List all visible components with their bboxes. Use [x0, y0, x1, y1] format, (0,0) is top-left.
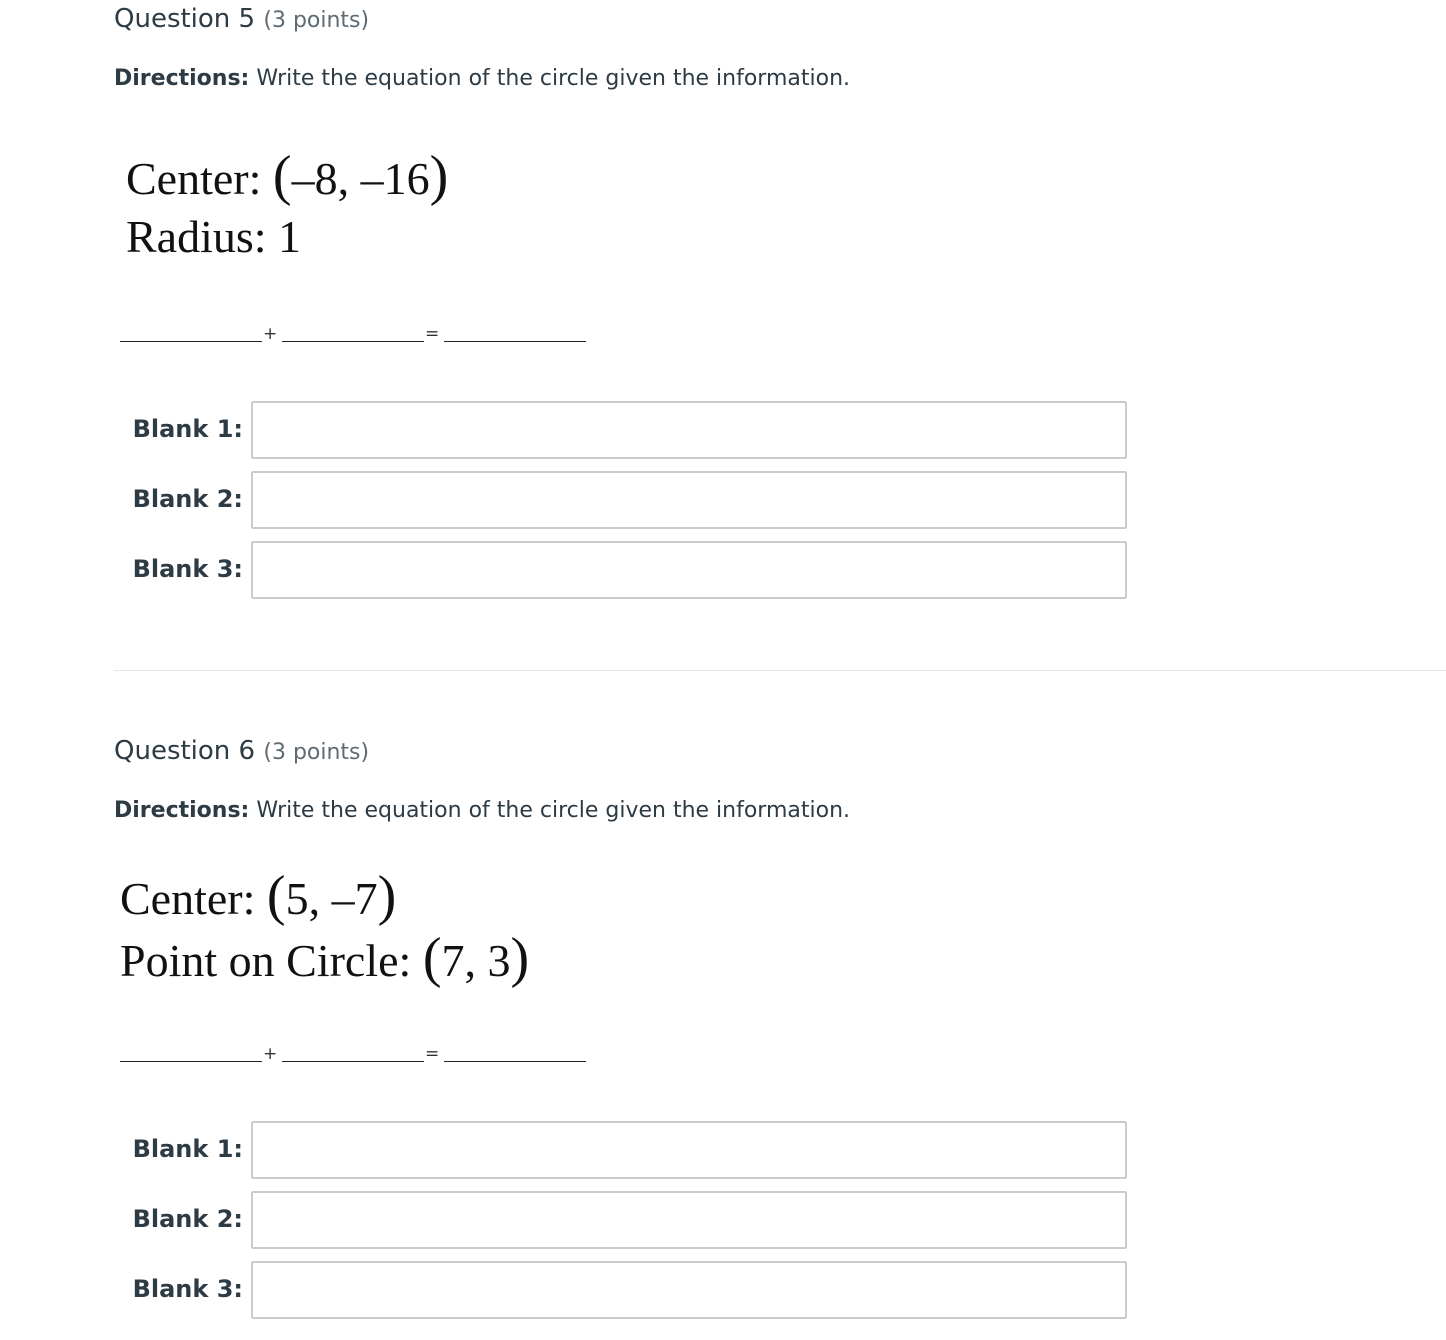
question-5-blank-2-row — [0, 471, 1446, 531]
equals-sign: = — [425, 1044, 440, 1064]
equation-blank-line-1 — [120, 1061, 262, 1062]
close-paren: ) — [429, 145, 449, 207]
question-6-blank-3-row — [0, 1261, 1446, 1321]
center-label: Center: — [126, 153, 273, 204]
directions-label: Directions: — [114, 798, 250, 823]
center-label: Center: — [120, 873, 267, 924]
question-6-point-on-circle — [120, 927, 530, 989]
question-5-blank-1-row — [0, 401, 1446, 461]
question-title-text: Question 5 — [114, 4, 256, 34]
blank-label: Blank 2: — [132, 485, 243, 513]
question-title-text: Question 6 — [114, 736, 256, 766]
open-paren: ( — [266, 865, 286, 927]
question-5-radius — [126, 211, 302, 262]
close-paren: ) — [510, 927, 530, 989]
point-value: 7, 3 — [441, 935, 511, 986]
directions-text: Write the equation of the circle given the information. — [249, 66, 851, 91]
equation-blank-line-3 — [444, 1061, 586, 1062]
center-value: 5, –7 — [285, 873, 378, 924]
plus-sign: + — [263, 1044, 278, 1064]
question-divider — [114, 670, 1446, 671]
close-paren: ) — [377, 865, 397, 927]
equation-blank-line-3 — [444, 341, 586, 342]
question-6-equation-template — [120, 1036, 590, 1066]
question-6-directions — [114, 798, 850, 823]
question-5-directions — [114, 66, 850, 91]
open-paren: ( — [272, 145, 292, 207]
directions-text: Write the equation of the circle given the information. — [249, 798, 851, 823]
directions-label: Directions: — [114, 66, 250, 91]
blank-label: Blank 3: — [132, 1275, 243, 1303]
question-points: (3 points) — [263, 740, 370, 765]
point-label: Point on Circle: — [120, 935, 423, 986]
blank-3-input[interactable] — [251, 1261, 1127, 1319]
question-points: (3 points) — [263, 8, 370, 33]
blank-1-input[interactable] — [251, 1121, 1127, 1179]
blank-label: Blank 1: — [132, 415, 243, 443]
blank-label: Blank 2: — [132, 1205, 243, 1233]
question-5-blank-3-row — [0, 541, 1446, 601]
question-5-equation-template — [120, 316, 590, 346]
question-5-title — [114, 4, 369, 34]
blank-label: Blank 3: — [132, 555, 243, 583]
equation-blank-line-1 — [120, 341, 262, 342]
question-5-center — [126, 145, 449, 207]
plus-sign: + — [263, 324, 278, 344]
radius-label: Radius: 1 — [126, 211, 302, 262]
question-6-center — [120, 865, 397, 927]
equation-blank-line-2 — [282, 1061, 424, 1062]
question-6-title — [114, 736, 369, 766]
blank-3-input[interactable] — [251, 541, 1127, 599]
question-6-blank-2-row — [0, 1191, 1446, 1251]
blank-2-input[interactable] — [251, 471, 1127, 529]
blank-2-input[interactable] — [251, 1191, 1127, 1249]
blank-1-input[interactable] — [251, 401, 1127, 459]
equals-sign: = — [425, 324, 440, 344]
blank-label: Blank 1: — [132, 1135, 243, 1163]
center-value: –8, –16 — [291, 153, 430, 204]
question-6-blank-1-row — [0, 1121, 1446, 1181]
equation-blank-line-2 — [282, 341, 424, 342]
open-paren: ( — [422, 927, 442, 989]
